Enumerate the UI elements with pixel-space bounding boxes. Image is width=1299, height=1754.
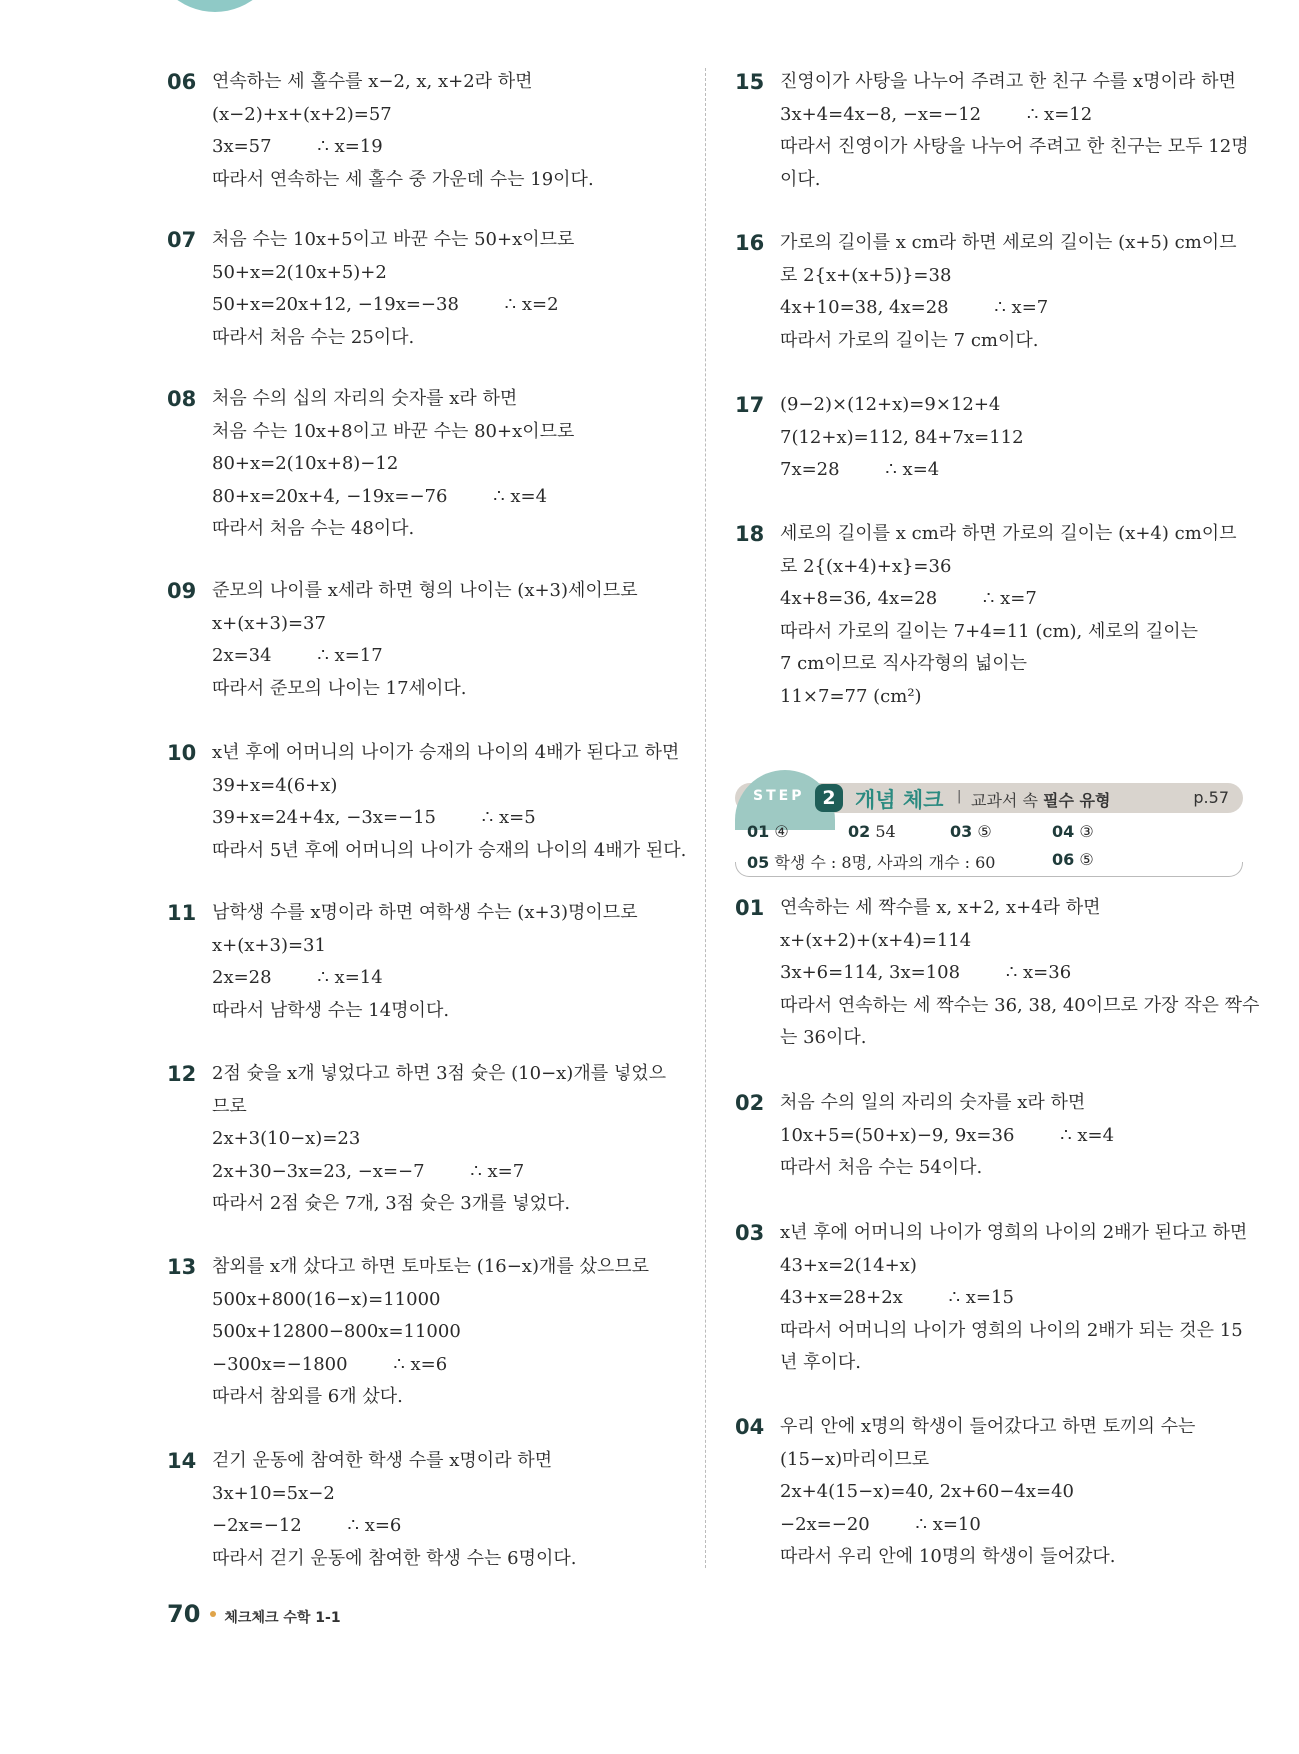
solution-line: 11×7=77 (cm²) [780,685,922,707]
solution-line: 2x+4(15−x)=40, 2x+60−4x=40 [780,1481,1075,1502]
step2-concept-check-box [735,770,1243,878]
solution-line: 참외를 x개 샀다고 하면 토마토는 (16−x)개를 샀으므로 [212,1256,650,1277]
solution-lines [212,737,687,867]
solution-line: 따라서 우리 안에 10명의 학생이 들어갔다. [780,1546,1116,1567]
step-subtitle [971,788,1110,811]
solution-line: 준모의 나이를 x세라 하면 형의 나이는 (x+3)세이므로 [212,580,638,601]
answer-number: 01 [747,822,770,841]
solution-line: x년 후에 어머니의 나이가 영희의 나이의 2배가 된다고 하면 [780,1222,1248,1243]
solution-line: 따라서 걷기 운동에 참여한 학생 수는 6명이다. [212,1547,577,1569]
solution-line: 2x=28 ∴ x=14 [212,967,383,988]
solution-line: 이다. [780,168,821,190]
solution-line: 처음 수는 10x+8이고 바꾼 수는 80+x이므로 [212,420,575,442]
answer-value: ⑤ [977,822,992,841]
solution-line: x+(x+3)=31 [212,934,326,956]
problem-number: 03 [735,1221,765,1245]
answer-value: ⑤ [1079,850,1094,869]
answer-03 [950,822,992,841]
solution-line: 가로의 길이를 x cm라 하면 세로의 길이는 (x+5) cm이므 [780,232,1237,253]
solution-line: 연속하는 세 홀수를 x−2, x, x+2라 하면 [212,71,533,92]
problem-number: 04 [735,1415,765,1439]
solution-line: 따라서 어머니의 나이가 영희의 나이의 2배가 되는 것은 15 [780,1319,1243,1341]
solution-line: 따라서 2점 슛은 7개, 3점 슛은 3개를 넣었다. [212,1193,571,1214]
solution-line: 43+x=28+2x ∴ x=15 [780,1287,1014,1308]
column-divider [705,68,706,1568]
problem-number: 06 [167,70,197,94]
problem-number: 13 [167,1255,197,1279]
solution-line: 80+x=20x+4, −19x=−76 ∴ x=4 [212,485,548,507]
problem-number: 17 [735,393,765,417]
problem-number: 09 [167,579,197,603]
solution-line: 따라서 진영이가 사탕을 나누어 주려고 한 친구는 모두 12명 [780,136,1249,157]
solution-line: 따라서 참외를 6개 샀다. [212,1386,403,1407]
answer-value: 54 [875,822,896,841]
solution-line: 므로 [212,1095,247,1117]
problem-number: 16 [735,231,765,255]
solution-07 [167,224,657,354]
step-number: 2 [815,784,843,812]
solution-13 [167,1251,657,1414]
solution-lines [212,575,657,705]
solution-line: −300x=−1800 ∴ x=6 [212,1353,448,1375]
solution-line: (x−2)+x+(x+2)=57 [212,103,392,125]
page-reference: p.57 [1193,788,1229,807]
solution-lines [212,1445,657,1575]
solution-10 [167,737,687,867]
solution-lines [212,383,657,546]
solution-line: 년 후이다. [780,1352,861,1373]
bullet-dot [210,1611,216,1617]
page-number: 70 [167,1600,201,1628]
answer-01 [747,822,789,841]
title-separator: | [957,789,962,804]
solution-11 [167,897,657,1027]
solution-line: 500x+800(16−x)=11000 [212,1288,441,1310]
solution-lines [780,1411,1225,1574]
solution-line: 2x=34 ∴ x=17 [212,645,383,666]
problem-number: 02 [735,1091,765,1115]
solution-line: 7 cm이므로 직사각형의 넓이는 [780,653,1028,674]
solution-line: 따라서 남학생 수는 14명이다. [212,999,450,1021]
solution-16 [735,227,1237,357]
solution-15 [735,66,1249,196]
solution-line: 따라서 처음 수는 54이다. [780,1157,983,1178]
problem-number: 15 [735,70,765,94]
solution-lines [780,518,1237,713]
step-label: STEP [753,788,805,804]
solution-line: 따라서 연속하는 세 홀수 중 가운데 수는 19이다. [212,168,594,190]
solution-line: 따라서 처음 수는 25이다. [212,326,415,348]
solution-line: 걷기 운동에 참여한 학생 수를 x명이라 하면 [212,1450,553,1471]
solution-line: 3x+4=4x−8, −x=−12 ∴ x=12 [780,103,1093,125]
solution-line: 4x+10=38, 4x=28 ∴ x=7 [780,297,1049,318]
solution-line: 500x+12800−800x=11000 [212,1321,461,1342]
problem-number: 11 [167,901,197,925]
solution-02 [735,1087,1225,1185]
solution-line: 진영이가 사탕을 나누어 주려고 한 친구 수를 x명이라 하면 [780,71,1236,92]
solution-line: 7x=28 ∴ x=4 [780,459,940,480]
problem-number: 18 [735,522,765,546]
solution-line: 2x+3(10−x)=23 [212,1128,361,1149]
solution-line: 처음 수의 십의 자리의 숫자를 x라 하면 [212,388,518,409]
answer-value: 학생 수 : 8명, 사과의 개수 : 60 [774,853,996,872]
solution-lines [780,892,1260,1055]
solution-line: x+(x+3)=37 [212,612,326,634]
problem-number: 10 [167,741,197,765]
solution-lines [780,1087,1225,1185]
solution-line: 50+x=2(10x+5)+2 [212,261,387,283]
solution-line: 39+x=4(6+x) [212,774,338,796]
solution-14 [167,1445,657,1575]
answer-number: 05 [747,853,770,872]
solution-03 [735,1217,1248,1380]
solution-12 [167,1058,666,1221]
solution-line: 2x+30−3x=23, −x=−7 ∴ x=7 [212,1160,525,1182]
solution-lines [780,389,1225,487]
answer-value: ③ [1079,822,1094,841]
solution-line: 4x+8=36, 4x=28 ∴ x=7 [780,588,1037,609]
problem-number: 14 [167,1449,197,1473]
solution-line: 39+x=24+4x, −3x=−15 ∴ x=5 [212,807,536,828]
decorative-circle [150,0,280,12]
solution-04 [735,1411,1225,1574]
page-footer [167,1600,341,1628]
solution-line: 따라서 준모의 나이는 17세이다. [212,677,467,699]
solution-line: 7(12+x)=112, 84+7x=112 [780,426,1024,448]
problem-number: 07 [167,228,197,252]
problem-number: 12 [167,1062,197,1086]
subtitle-plain: 교과서 속 [971,791,1043,810]
solution-line: x년 후에 어머니의 나이가 승재의 나이의 4배가 된다고 하면 [212,742,680,763]
answer-04 [1052,822,1094,841]
solution-line: 3x=57 ∴ x=19 [212,136,383,157]
solution-line: 2점 슛을 x개 넣었다고 하면 3점 슛은 (10−x)개를 넣었으 [212,1063,666,1084]
answer-number: 03 [950,822,973,841]
solution-line: 10x+5=(50+x)−9, 9x=36 ∴ x=4 [780,1124,1115,1146]
answer-number: 04 [1052,822,1075,841]
problem-number: 01 [735,896,765,920]
solution-06 [167,66,657,196]
solution-line: −2x=−20 ∴ x=10 [780,1513,981,1535]
solution-lines [780,227,1237,357]
solution-line: 따라서 가로의 길이는 7 cm이다. [780,329,1039,351]
solution-lines [212,897,657,1027]
solution-line: 로 2{x+(x+5)}=38 [780,264,952,286]
answer-number: 06 [1052,850,1075,869]
solution-09 [167,575,657,705]
step-title: 개념 체크 [855,788,944,812]
solution-18 [735,518,1237,713]
solution-line: 따라서 처음 수는 48이다. [212,518,415,539]
solution-lines [780,1217,1248,1380]
solution-lines [212,1058,666,1221]
solution-line: 따라서 연속하는 세 짝수는 36, 38, 40이므로 가장 작은 짝수 [780,994,1260,1016]
solution-line: 우리 안에 x명의 학생이 들어갔다고 하면 토끼의 수는 [780,1416,1196,1437]
solution-line: (15−x)마리이므로 [780,1448,930,1470]
solution-line: 는 36이다. [780,1027,867,1048]
solution-line: 처음 수의 일의 자리의 숫자를 x라 하면 [780,1092,1086,1113]
book-title: 체크체크 수학 1-1 [224,1610,341,1626]
solution-line: 3x+10=5x−2 [212,1482,335,1504]
solution-lines [212,1251,657,1414]
solution-01 [735,892,1260,1055]
solution-line: 연속하는 세 짝수를 x, x+2, x+4라 하면 [780,897,1101,918]
solution-line: 따라서 가로의 길이는 7+4=11 (cm), 세로의 길이는 [780,620,1199,642]
solution-line: 80+x=2(10x+8)−12 [212,453,399,474]
solution-08 [167,383,657,546]
solution-line: 43+x=2(14+x) [780,1254,917,1276]
problem-number: 08 [167,387,197,411]
solution-line: 로 2{(x+4)+x}=36 [780,555,952,577]
solution-line: 50+x=20x+12, −19x=−38 ∴ x=2 [212,294,559,315]
subtitle-bold: 필수 유형 [1043,791,1111,810]
solution-line: 따라서 5년 후에 어머니의 나이가 승재의 나이의 4배가 된다. [212,839,687,861]
solution-line: −2x=−12 ∴ x=6 [212,1515,402,1536]
solution-line: (9−2)×(12+x)=9×12+4 [780,394,1001,415]
solution-line: 처음 수는 10x+5이고 바꾼 수는 50+x이므로 [212,229,575,250]
solution-lines [780,66,1249,196]
answer-number: 02 [848,822,871,841]
solution-lines [212,224,657,354]
solution-lines [212,66,657,196]
solution-line: 세로의 길이를 x cm라 하면 가로의 길이는 (x+4) cm이므 [780,523,1237,544]
solution-line: x+(x+2)+(x+4)=114 [780,929,972,951]
solution-line: 남학생 수를 x명이라 하면 여학생 수는 (x+3)명이므로 [212,902,638,923]
solution-17 [735,389,1225,487]
answer-02 [848,822,896,841]
solution-line: 3x+6=114, 3x=108 ∴ x=36 [780,962,1072,983]
answer-value: ④ [774,822,789,841]
box-bottom-border [735,862,1243,877]
